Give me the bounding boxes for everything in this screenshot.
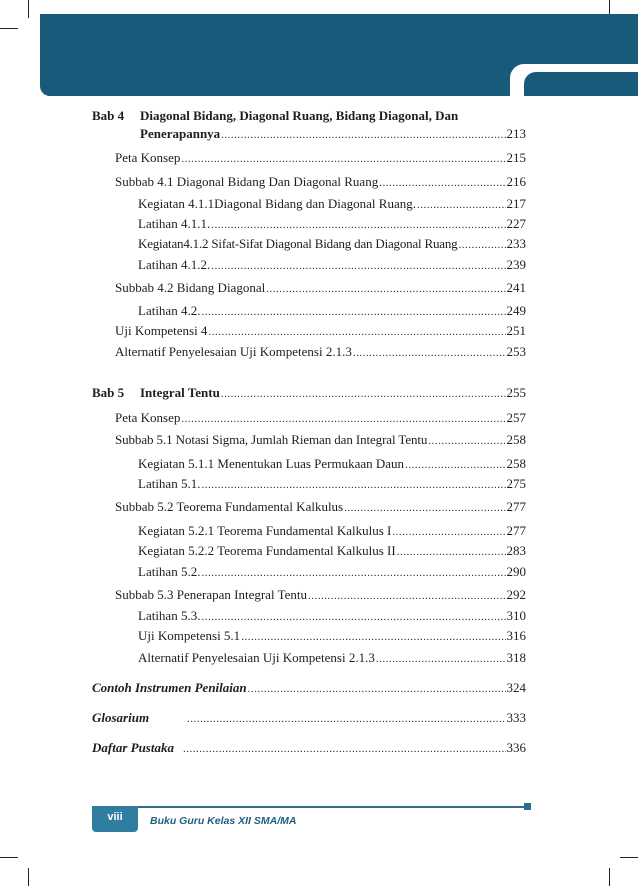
leader-dots bbox=[353, 345, 506, 361]
page-number: 253 bbox=[506, 344, 526, 359]
toc-entry[interactable] bbox=[115, 344, 526, 361]
toc-entry[interactable] bbox=[138, 564, 526, 581]
entry-label: Subbab 4.2 Bidang Diagonal bbox=[115, 280, 266, 295]
entry-label: Kegiatan 4.1.1Diagonal Bidang dan Diagonal Ruang. bbox=[138, 196, 416, 211]
leader-dots bbox=[241, 629, 505, 645]
toc-entry-chapter-5[interactable] bbox=[140, 385, 526, 402]
leader-dots bbox=[308, 588, 506, 604]
leader-dots bbox=[379, 175, 505, 191]
chapter-number: Bab 5 bbox=[92, 385, 125, 400]
toc-entry[interactable] bbox=[115, 587, 526, 604]
entry-label: Latihan 5.3. bbox=[138, 608, 201, 623]
leader-dots bbox=[183, 741, 506, 757]
page-number: 292 bbox=[506, 587, 526, 602]
toc-entry[interactable] bbox=[138, 236, 526, 253]
toc-entry[interactable] bbox=[115, 280, 526, 297]
page-number: 283 bbox=[506, 543, 526, 558]
leader-dots bbox=[201, 477, 505, 493]
entry-label: Uji Kompetensi 5.1 bbox=[138, 628, 241, 643]
entry-label: Peta Konsep bbox=[115, 150, 181, 165]
leader-dots bbox=[181, 151, 505, 167]
leader-dots bbox=[458, 237, 505, 253]
toc-entry[interactable] bbox=[138, 523, 526, 540]
entry-label: Glosarium bbox=[92, 710, 150, 725]
page-number: 275 bbox=[506, 476, 526, 491]
leader-dots bbox=[201, 304, 505, 320]
page-number: 227 bbox=[506, 216, 526, 231]
entry-label: Subbab 5.3 Penerapan Integral Tentu bbox=[115, 587, 307, 602]
page-number: 258 bbox=[506, 456, 526, 471]
entry-label: Daftar Pustaka bbox=[92, 740, 174, 755]
leader-dots bbox=[187, 711, 506, 727]
leader-dots bbox=[221, 127, 505, 143]
toc-entry[interactable] bbox=[138, 303, 526, 320]
entry-label: Uji Kompetensi 4 bbox=[115, 323, 208, 338]
toc-entry[interactable] bbox=[115, 499, 526, 516]
leader-dots bbox=[397, 544, 506, 560]
entry-label: Latihan 4.1.1. bbox=[138, 216, 211, 231]
leader-dots bbox=[208, 324, 505, 340]
page-number: 318 bbox=[506, 650, 526, 665]
footer-rule-end-square bbox=[524, 803, 531, 810]
chapter-title: Diagonal Bidang, Diagonal Ruang, Bidang Diagonal, Dan bbox=[140, 108, 459, 123]
chapter-number: Bab 4 bbox=[92, 108, 125, 123]
leader-dots bbox=[344, 500, 505, 516]
page-number: 290 bbox=[506, 564, 526, 579]
page-number: 277 bbox=[506, 499, 526, 514]
page-number: 239 bbox=[506, 257, 526, 272]
page-number: 277 bbox=[506, 523, 526, 538]
page-number: 217 bbox=[506, 196, 526, 211]
footer-page-number: viii bbox=[92, 806, 138, 832]
leader-dots bbox=[211, 258, 505, 274]
entry-label: Subbab 5.2 Teorema Fundamental Kalkulus bbox=[115, 499, 344, 514]
entry-label: Kegiatan 5.2.1 Teorema Fundamental Kalkulus I bbox=[138, 523, 392, 538]
footer-book-title: Buku Guru Kelas XII SMA/MA bbox=[150, 815, 297, 827]
page-number: 258 bbox=[506, 432, 526, 447]
leader-dots bbox=[392, 524, 505, 540]
entry-label: Kegiatan4.1.2 Sifat-Sifat Diagonal Bidang dan Diagonal Ruang bbox=[138, 236, 458, 251]
toc-entry[interactable] bbox=[115, 323, 526, 340]
footer-rule bbox=[95, 806, 527, 808]
toc-entry-glosarium[interactable] bbox=[92, 710, 526, 727]
toc-entry[interactable] bbox=[115, 174, 526, 191]
entry-label: Alternatif Penyelesaian Uji Kompetensi 2.1.3 bbox=[138, 650, 375, 665]
leader-dots bbox=[428, 433, 505, 449]
entry-label: Subbab 5.1 Notasi Sigma, Jumlah Rieman dan Integral Tentu bbox=[115, 432, 428, 447]
leader-dots bbox=[201, 609, 505, 625]
entry-label: Contoh Instrumen Penilaian bbox=[92, 680, 247, 695]
page-number: 241 bbox=[506, 280, 526, 295]
leader-dots bbox=[266, 281, 505, 297]
leader-dots bbox=[417, 197, 506, 213]
page-number: 213 bbox=[506, 126, 526, 141]
leader-dots bbox=[181, 411, 505, 427]
leader-dots bbox=[248, 681, 506, 697]
entry-label: Latihan 4.2. bbox=[138, 303, 201, 318]
chapter-title-cont: Penerapannya bbox=[140, 126, 221, 141]
toc-entry[interactable] bbox=[138, 628, 526, 645]
page-number: 333 bbox=[506, 710, 526, 725]
toc-entry-chapter-4[interactable] bbox=[140, 126, 526, 143]
page-number: 336 bbox=[506, 740, 526, 755]
entry-label: Kegiatan 5.2.2 Teorema Fundamental Kalkulus II bbox=[138, 543, 396, 558]
page-number: 251 bbox=[506, 323, 526, 338]
chapter-title: Integral Tentu bbox=[140, 385, 220, 400]
leader-dots bbox=[405, 457, 505, 473]
toc-entry[interactable] bbox=[138, 650, 526, 667]
toc-entry[interactable] bbox=[115, 410, 526, 427]
entry-label: Alternatif Penyelesaian Uji Kompetensi 2.1.3 bbox=[115, 344, 352, 359]
page-number: 324 bbox=[506, 680, 526, 695]
page-number: 249 bbox=[506, 303, 526, 318]
page-number: 316 bbox=[506, 628, 526, 643]
leader-dots bbox=[376, 651, 506, 667]
page-number: 310 bbox=[506, 608, 526, 623]
toc-entry[interactable] bbox=[138, 196, 526, 213]
page-number: 215 bbox=[506, 150, 526, 165]
toc-entry-daftar-pustaka[interactable] bbox=[92, 740, 526, 757]
page-number: 233 bbox=[506, 236, 526, 251]
toc-entry[interactable] bbox=[138, 456, 526, 473]
toc-entry[interactable] bbox=[138, 608, 526, 625]
entry-label: Latihan 4.1.2. bbox=[138, 257, 211, 272]
toc-entry-instrumen[interactable] bbox=[92, 680, 526, 697]
leader-dots bbox=[211, 217, 505, 233]
entry-label: Peta Konsep bbox=[115, 410, 181, 425]
page-number: 255 bbox=[506, 385, 526, 400]
leader-dots bbox=[221, 386, 506, 402]
toc-entry[interactable] bbox=[138, 216, 526, 233]
toc-entry[interactable] bbox=[138, 543, 526, 560]
toc-entry[interactable] bbox=[115, 432, 526, 449]
toc-entry[interactable] bbox=[138, 476, 526, 493]
chapter-title-line1 bbox=[140, 108, 520, 124]
toc-entry[interactable] bbox=[115, 150, 526, 167]
page-number: 216 bbox=[506, 174, 526, 189]
toc-entry[interactable] bbox=[138, 257, 526, 274]
entry-label: Subbab 4.1 Diagonal Bidang Dan Diagonal Ruang bbox=[115, 174, 379, 189]
entry-label: Latihan 5.1. bbox=[138, 476, 201, 491]
entry-label: Latihan 5.2. bbox=[138, 564, 201, 579]
page-number: 257 bbox=[506, 410, 526, 425]
leader-dots bbox=[201, 565, 505, 581]
entry-label: Kegiatan 5.1.1 Menentukan Luas Permukaan Daun bbox=[138, 456, 405, 471]
